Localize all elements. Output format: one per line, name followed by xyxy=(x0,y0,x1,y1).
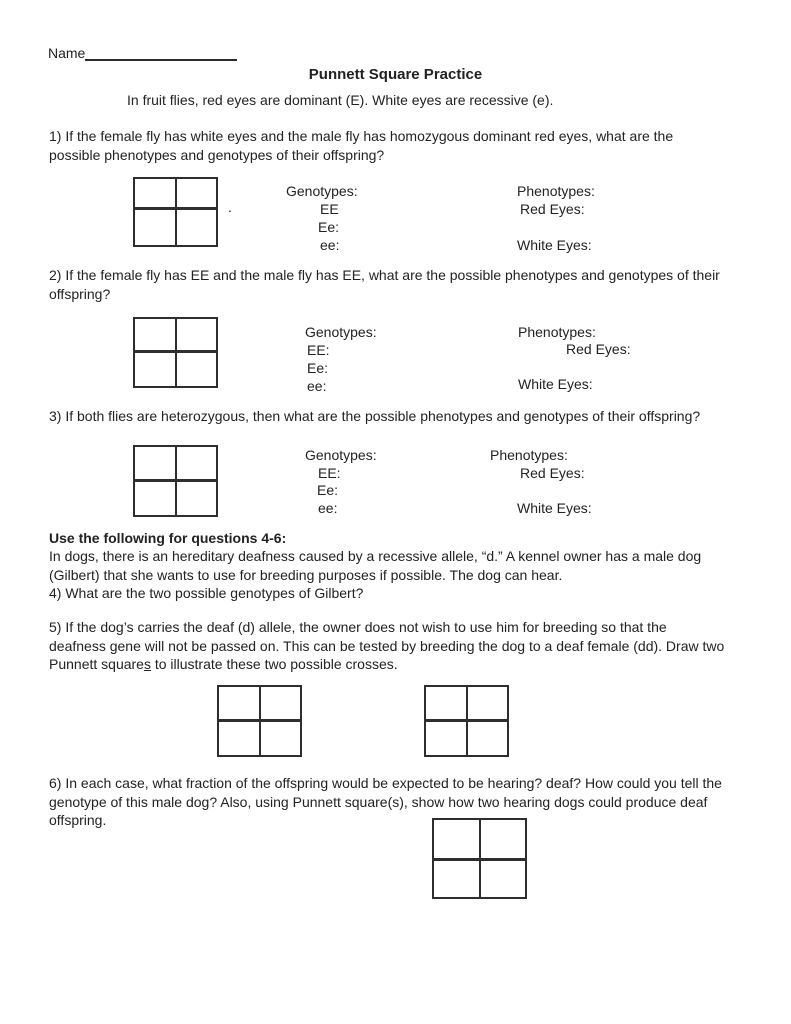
punnett-square-q1 xyxy=(133,177,218,247)
punnett-square-q6-horizontal-divider xyxy=(434,858,525,861)
question-1-text: 1) If the female fly has white eyes and the male fly has homozygous dominant red eyes, what are the possible phenotypes and genotypes of their offspring? xyxy=(49,128,674,163)
punnett-square-q5-left xyxy=(217,685,302,757)
punnett-square-q2 xyxy=(133,317,218,388)
punnett-square-q5-left-horizontal-divider xyxy=(219,719,300,722)
question-5-text xyxy=(49,618,727,674)
punnett-square-q3 xyxy=(133,445,218,517)
genotype-row-Ee-q2: Ee: xyxy=(307,360,329,376)
red-eyes-label-q1: Red Eyes: xyxy=(520,201,585,217)
phenotypes-label-q3: Phenotypes: xyxy=(490,447,568,463)
question-3-text: 3) If both flies are heterozygous, then what are the possible phenotypes and genotypes of their offspring? xyxy=(49,408,701,424)
name-row xyxy=(48,44,237,63)
genotype-row-ee-q1: ee: xyxy=(320,237,340,253)
question-5-part2: to illustrate these two possible crosses. xyxy=(150,656,398,672)
phenotypes-label-q2: Phenotypes: xyxy=(518,324,596,340)
punnett-square-q1-vertical-divider xyxy=(175,179,177,245)
genotype-row-EE-q1: EE xyxy=(320,201,339,217)
punnett-square-q5-right xyxy=(424,685,509,757)
name-blank-line xyxy=(85,47,237,61)
punnett-square-q3-horizontal-divider xyxy=(135,479,216,482)
punnett-square-q1-horizontal-divider xyxy=(135,207,216,210)
red-eyes-label-q3: Red Eyes: xyxy=(520,465,585,481)
punnett-square-q5-right-horizontal-divider xyxy=(426,719,507,722)
white-eyes-label-q1: White Eyes: xyxy=(517,237,592,253)
genotypes-label-q2: Genotypes: xyxy=(305,324,377,340)
genotype-row-EE-q3: EE: xyxy=(318,465,341,481)
white-eyes-label-q2: White Eyes: xyxy=(518,376,593,392)
page-title: Punnett Square Practice xyxy=(308,66,483,83)
question-6-text: 6) In each case, what fraction of the offspring would be expected to be hearing? deaf? How could you tell the genotype of this male dog? Also, using Punnett square(s), show how two hearing dogs could produce deaf offspring. xyxy=(49,775,722,828)
question-2-text: 2) If the female fly has EE and the male fly has EE, what are the possible phenotypes and genotypes of their offspring? xyxy=(49,267,720,302)
genotype-row-EE-q2: EE: xyxy=(307,342,330,358)
white-eyes-label-q3: White Eyes: xyxy=(517,500,592,516)
genotype-row-Ee-q1: Ee: xyxy=(318,219,340,235)
red-eyes-label-q2: Red Eyes: xyxy=(566,341,631,357)
intro-text: In fruit flies, red eyes are dominant (E). White eyes are recessive (e). xyxy=(127,92,554,108)
name-label: Name xyxy=(48,45,86,61)
genotype-row-Ee-q3: Ee: xyxy=(317,482,339,498)
punnett-square-q6 xyxy=(432,818,527,899)
stray-dot: . xyxy=(228,199,232,215)
question-4-text: 4) What are the two possible genotypes of Gilbert? xyxy=(49,585,364,601)
dogs-intro-text: In dogs, there is an hereditary deafness caused by a recessive allele, “d.” A kennel owner has a male dog (Gilbert) that she wants to use for breeding purposes if possible. The dog can hear. xyxy=(49,548,702,583)
question-5-part1: 5) If the dog’s carries the deaf (d) allele, the owner does not wish to use him for breeding so that the deafness gene will not be passed on. This can be tested by breeding the dog to a deaf female (dd). Draw two Punnett square xyxy=(49,619,725,672)
genotype-row-ee-q2: ee: xyxy=(307,378,327,394)
genotype-row-ee-q3: ee: xyxy=(318,500,338,516)
genotypes-label-q3: Genotypes: xyxy=(305,447,377,463)
genotypes-label-q1: Genotypes: xyxy=(286,183,358,199)
punnett-square-q2-horizontal-divider xyxy=(135,350,216,353)
section-4-6-heading: Use the following for questions 4-6: xyxy=(49,530,287,546)
phenotypes-label-q1: Phenotypes: xyxy=(517,183,595,199)
question-5-underlined-s: s xyxy=(143,656,151,672)
